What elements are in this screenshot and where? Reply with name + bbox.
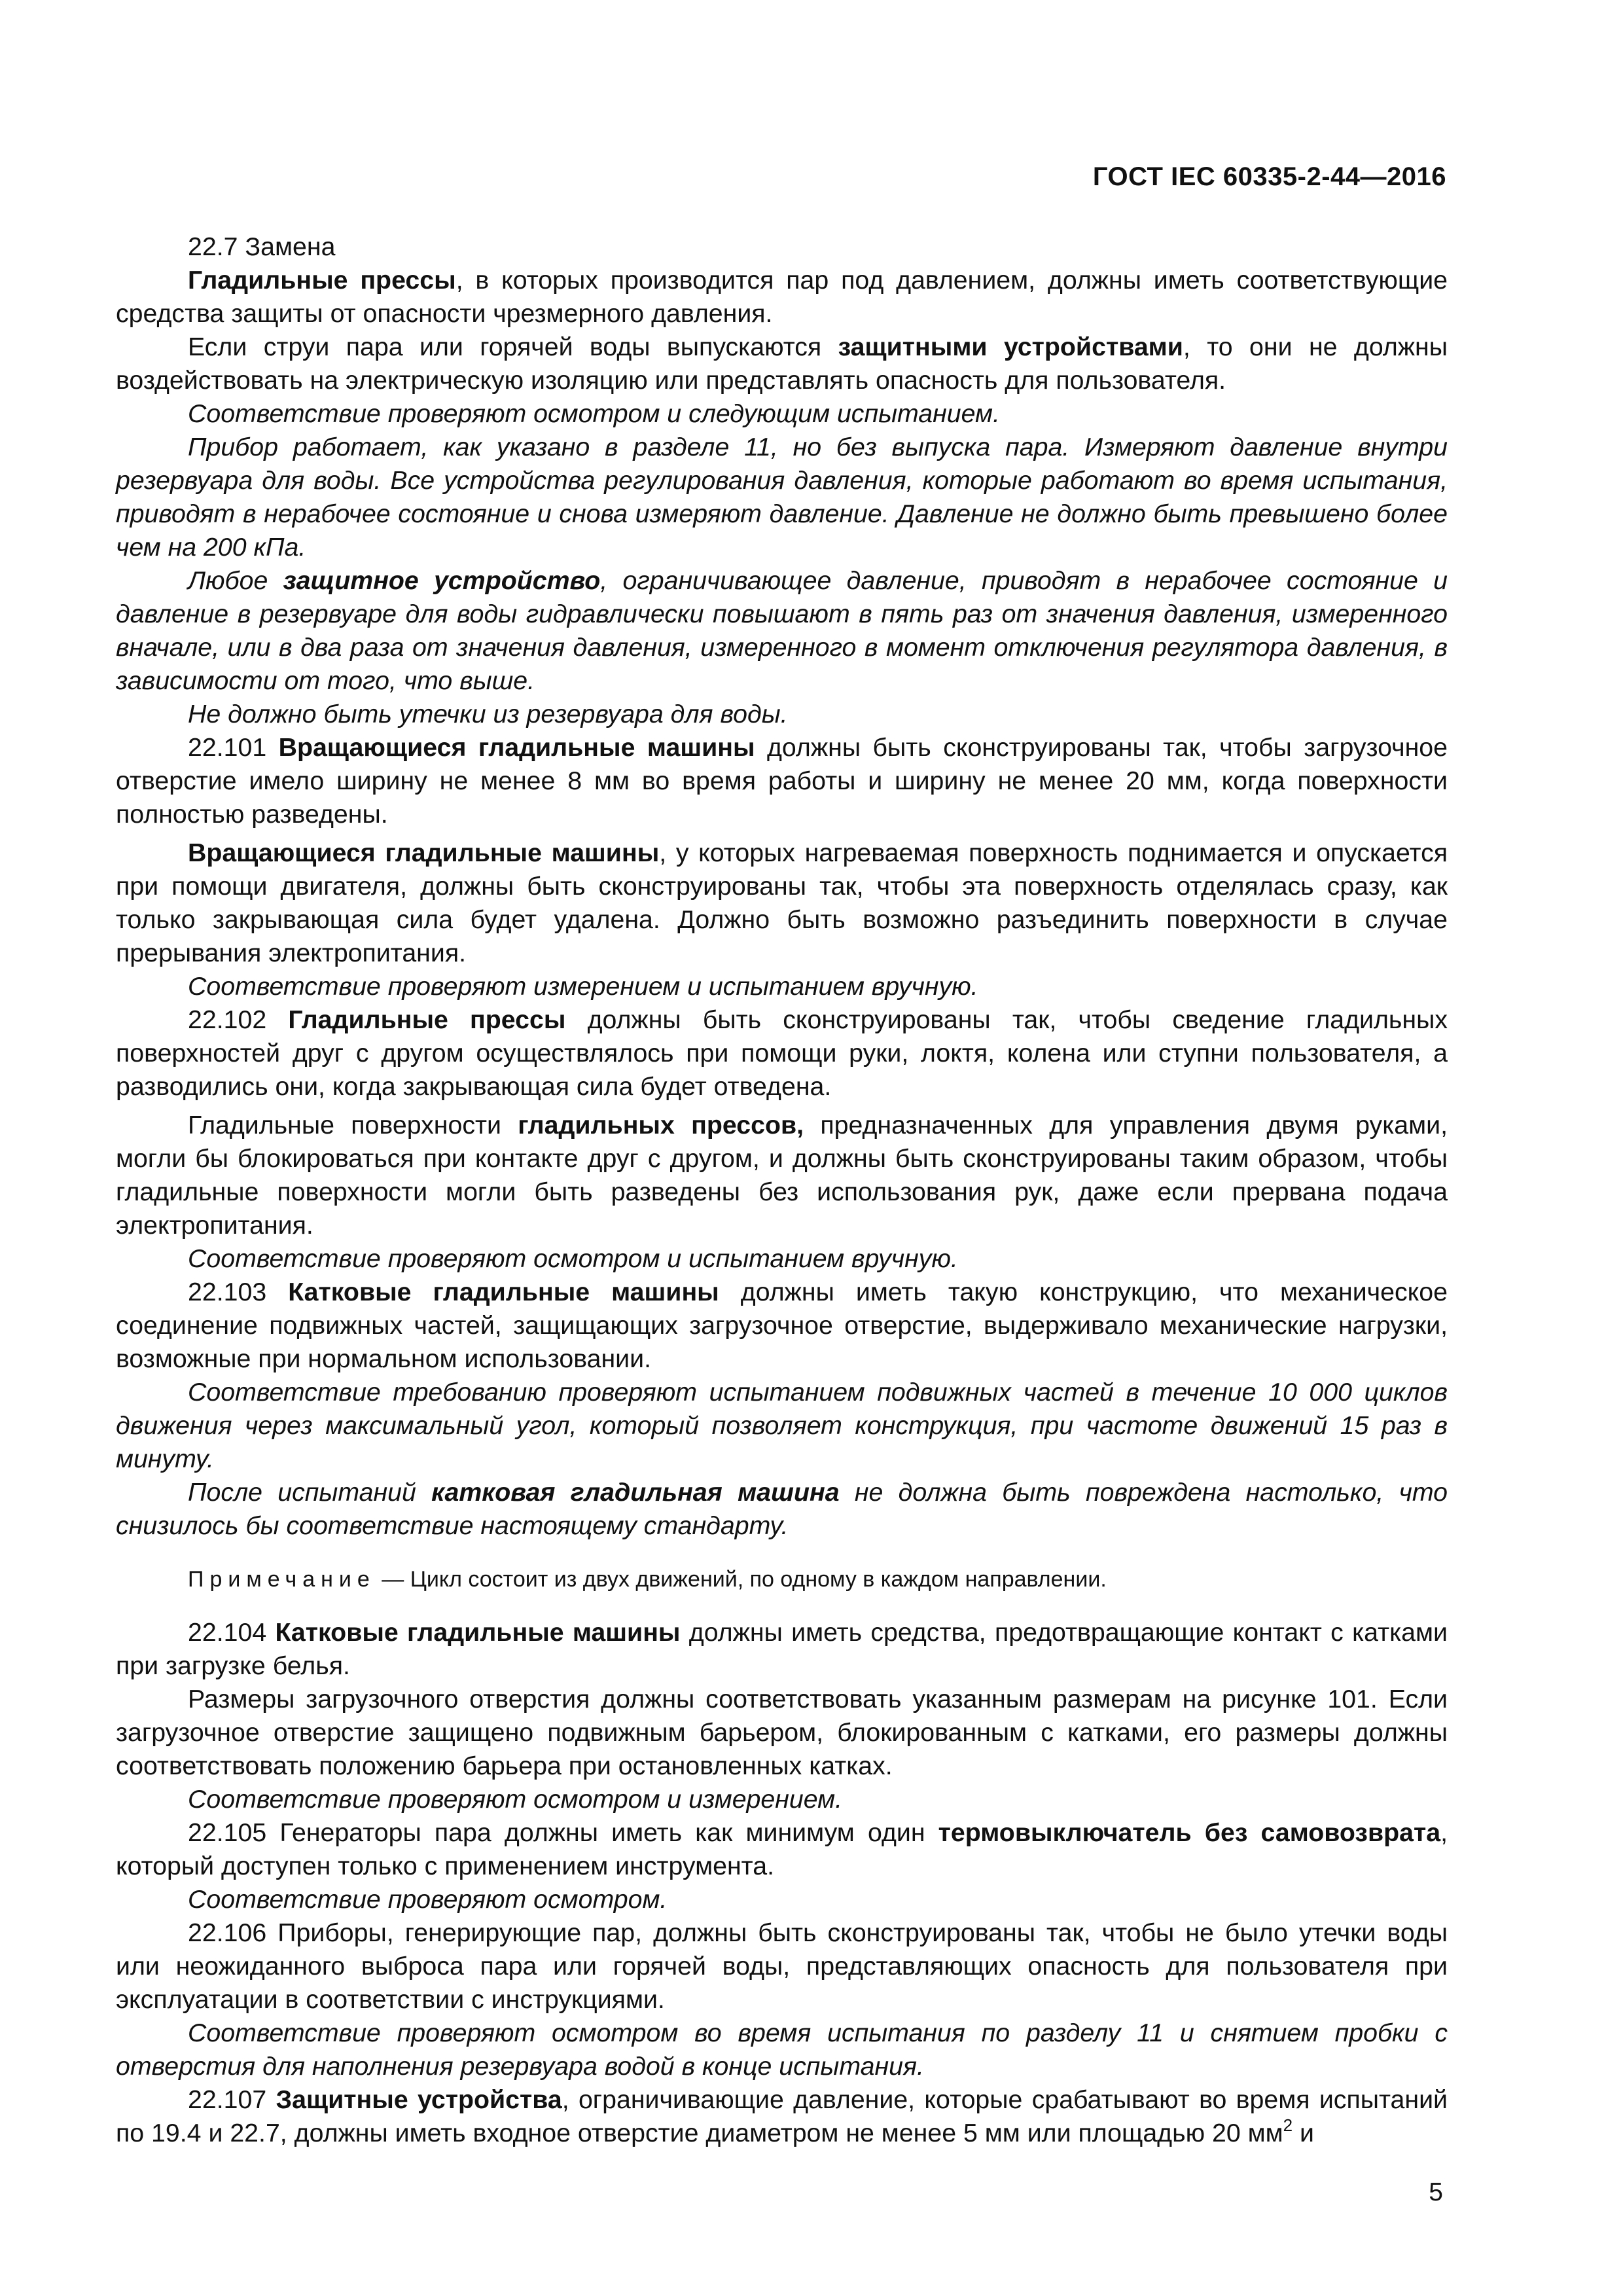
paragraph [116, 970, 1448, 1003]
paragraph [116, 264, 1448, 331]
paragraph [116, 1276, 1448, 1376]
paragraph [116, 564, 1448, 698]
paragraph [116, 836, 1448, 970]
paragraph [116, 1242, 1448, 1276]
paragraph [116, 431, 1448, 564]
text-run: После испытаний [188, 1478, 432, 1507]
bold-term: Вращающиеся гладильные машины [278, 733, 755, 762]
text-run: не должна быть повреждена настолько, что снизилось бы соответствие настоящему стандарту. [116, 1478, 1448, 1540]
text-run: Прибор работает, как указано в разделе 11, но без выпуска пара. Измеряют давление внутри резервуара для воды. Все устройства регулирования давления, которые работают во время испытания, приводят в нерабочее состояние и снова измеряют давление. Давление не должно быть превышено более чем на 200 кПа. [116, 433, 1448, 562]
text-run: Соответствие проверяют осмотром и испытанием вручную. [188, 1244, 958, 1273]
text-run: Соответствие проверяют измерением и испытанием вручную. [188, 972, 978, 1001]
text-run: и [1293, 2119, 1314, 2147]
paragraph [116, 1376, 1448, 1476]
text-run: 22.101 [188, 733, 279, 762]
text-run: должны иметь средства, предотвращающие контакт с катками при загрузке белья. [116, 1618, 1448, 1680]
text-run: , в которых производится пар под давлением, должны иметь соответствующие средства защиты от опасности чрезмерного давления. [116, 266, 1448, 328]
paragraph [116, 2083, 1448, 2150]
text-run: Соответствие требованию проверяют испытанием подвижных частей в течение 10 000 циклов движения через максимальный угол, который позволяет конструкция, при частоте движений 15 раз в минуту. [116, 1378, 1448, 1473]
paragraph [116, 1783, 1448, 1816]
text-run: , ограничивающие давление, которые срабатывают во время испытаний по 19.4 и 22.7, должны иметь входное отверстие диаметром не менее 5 мм или площадью 20 мм [116, 2085, 1448, 2147]
paragraph [116, 1476, 1448, 1543]
page-number: 5 [1429, 2178, 1443, 2206]
text-run: , у которых нагреваемая поверхность поднимается и опускается при помощи двигателя, должны быть сконструированы так, чтобы эта поверхность отделялась сразу, как только закрывающая сила будет удалена. Должно быть возможно разъединить поверхности в случае прерывания электропитания. [116, 838, 1448, 967]
text-run: 22.106 Приборы, генерирующие пар, должны быть сконструированы так, чтобы не было утечки воды или неожиданного выброса пара или горячей воды, представляющих опасность для пользователя при эксплуатации в соответствии с инструкциями. [116, 1918, 1448, 2014]
superscript: 2 [1283, 2115, 1293, 2135]
text-run: Соответствие проверяют осмотром. [188, 1885, 668, 1914]
text-run: , который доступен только с применением инструмента. [116, 1818, 1448, 1880]
document-body [116, 230, 1448, 2150]
text-run: , то они не должны воздействовать на электрическую изоляцию или представлять опасность для пользователя. [116, 332, 1448, 395]
paragraph [116, 397, 1448, 431]
paragraph [116, 1003, 1448, 1103]
document-header: ГОСТ IEC 60335-2-44—2016 [1092, 162, 1446, 191]
bold-term: катковая гладильная машина [431, 1478, 840, 1507]
text-run: 22.103 [188, 1278, 289, 1306]
text-run: должны быть сконструированы так, чтобы сведение гладильных поверхностей друг с другом осуществлялось при помощи руки, локтя, колена или ступни пользователя, а разводились они, когда закрывающая сила будет отведена. [116, 1005, 1448, 1101]
paragraph [116, 698, 1448, 731]
paragraph [116, 1816, 1448, 1883]
paragraph [116, 1683, 1448, 1783]
text-run: должны иметь такую конструкцию, что механическое соединение подвижных частей, защищающих загрузочное отверстие, выдерживало механические нагрузки, возможные при нормальном использовании. [116, 1278, 1448, 1373]
paragraph [116, 331, 1448, 397]
bold-term: защитное устройство [283, 566, 601, 595]
paragraph [116, 1916, 1448, 2017]
text-run: Гладильные поверхности [188, 1111, 518, 1139]
text-run: Соответствие проверяют осмотром и следующим испытанием. [188, 399, 1000, 428]
text-run: Не должно быть утечки из резервуара для воды. [188, 700, 788, 728]
paragraph [116, 230, 1448, 264]
text-run: — Цикл состоит из двух движений, по одному в каждом направлении. [375, 1567, 1107, 1592]
text-run: 22.7 Замена [188, 232, 336, 261]
bold-term: Гладильные прессы [188, 266, 456, 295]
paragraph [116, 1109, 1448, 1242]
bold-term: Гладильные прессы [288, 1005, 566, 1034]
text-run: , ограничивающее давление, приводят в нерабочее состояние и давление в резервуаре для воды гидравлически повышают в пять раз от значения давления, измеренного вначале, или в два раза от значения давления, измеренного в момент отключения регулятора давления, в зависимости от того, что выше. [116, 566, 1448, 695]
text-run: должны быть сконструированы так, чтобы загрузочное отверстие имело ширину не менее 8 мм во время работы и ширину не менее 20 мм, когда поверхности полностью разведены. [116, 733, 1448, 829]
bold-term: гладильных прессов, [518, 1111, 804, 1139]
text-run: Примечание [188, 1567, 376, 1592]
bold-term: Вращающиеся гладильные машины [188, 838, 660, 867]
text-run: Любое [188, 566, 283, 595]
bold-term: Катковые гладильные машины [275, 1618, 681, 1647]
paragraph [116, 2017, 1448, 2083]
bold-term: защитными устройствами [838, 332, 1183, 361]
bold-term: Катковые гладильные машины [288, 1278, 719, 1306]
text-run: Размеры загрузочного отверстия должны соответствовать указанным размерам на рисунке 101. Если загрузочное отверстие защищено подвижным барьером, блокированным с катками, его размеры должны соответствовать положению барьера при остановленных катках. [116, 1685, 1448, 1780]
bold-term: термовыключатель без самовозврата [938, 1818, 1441, 1847]
text-run: Соответствие проверяют осмотром и измерением. [188, 1785, 843, 1814]
text-run: Если струи пара или горячей воды выпускаются [188, 332, 838, 361]
text-run: 22.104 [188, 1618, 276, 1647]
text-run: 22.105 Генераторы пара должны иметь как минимум один [188, 1818, 938, 1847]
text-run: 22.102 [188, 1005, 289, 1034]
paragraph [116, 1616, 1448, 1683]
paragraph [116, 731, 1448, 831]
text-run: Соответствие проверяют осмотром во время испытания по разделу 11 и снятием пробки с отверстия для наполнения резервуара водой в конце испытания. [116, 2018, 1448, 2081]
bold-term: Защитные устройства [276, 2085, 562, 2114]
note-paragraph [116, 1565, 1448, 1594]
text-run: 22.107 [188, 2085, 276, 2114]
text-run: предназначенных для управления двумя руками, могли бы блокироваться при контакте друг с другом, и должны быть сконструированы таким образом, чтобы гладильные поверхности могли быть разведены без использования рук, даже если прервана подача электропитания. [116, 1111, 1448, 1240]
paragraph [116, 1883, 1448, 1916]
